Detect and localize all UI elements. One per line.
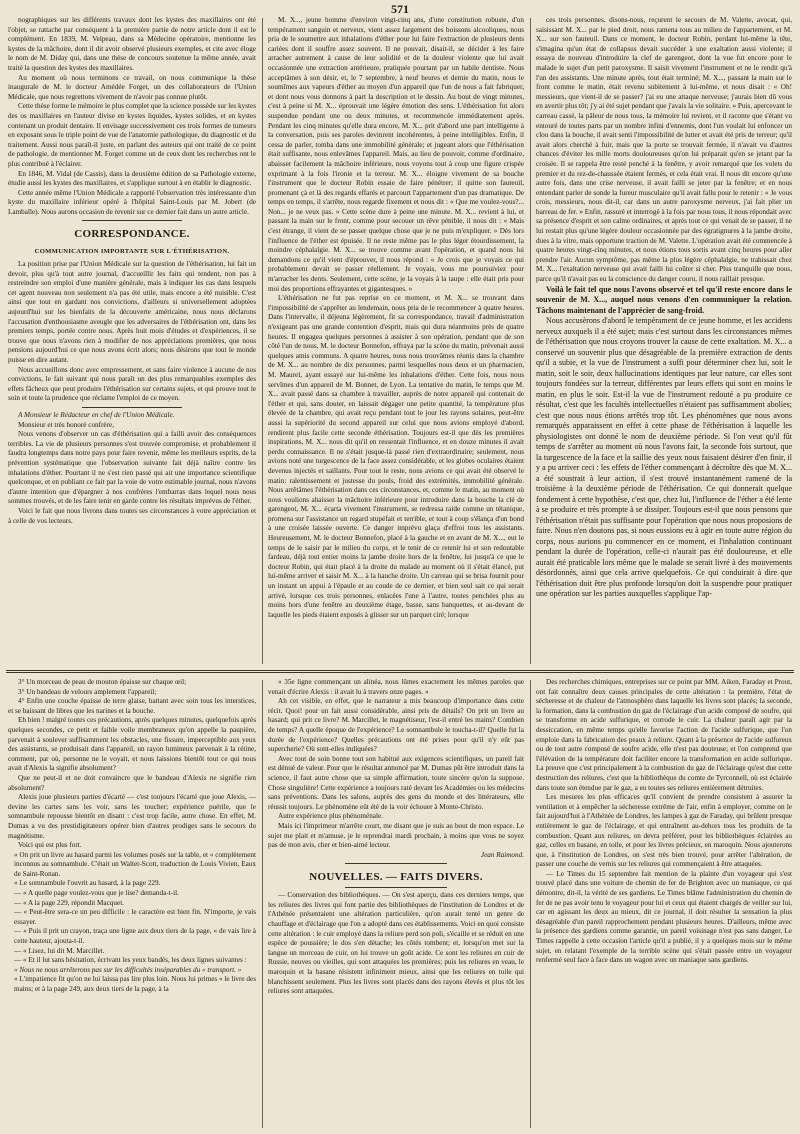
paragraph: M. X..., jeune homme d'environ vingt-cinq ans, d'une constitution robuste, d'un tempérament sanguin et nerveux, vient assez largement des boissons alcooliques, nous pria de le soumettre aux inhalations d'éther pour lui faire l'extraction de plusieurs dents cariées dont il souffre assez souvent. Il ne pouvait, disait-il, se décider à les faire arracher autrement à cause de leur solidité et de la douleur violente que lui avait occasionnée une extraction antérieure, pratiquée pourtant par un habile dentiste. Nous acceptâmes à son désir, et, le 7 septembre, à neuf heures et demie du matin, nous le soumîmes aux vapeurs d'éther au moyen d'un appareil que l'un de nous a fait fabriquer, et dont nous vous donnons à part la description et le dessin. Au bout de vingt minutes, c'est à peine si M. X... éprouvait une légère émotion des sens. L'éthérisation fut alors suspendue pendant une ou deux minutes, et recommencée immédiatement après. Pendant les cinq minutes qu'elle dura encore, M. X... prit d'abord une part intelligente à la conversation, puis ses paroles devinrent incohérentes, à peine intelligibles. Enfin, il cessa de parler, tomba dans une immobilité générale; et jugeant alors que l'éthérisation était suffisante, nous enlevâmes l'appareil. Mais, au lieu de pouvoir, comme d'ordinaire, abaisser facilement la mâchoire inférieure, nous voyons tout à coup une figure crispée exprimant à la fois l'ironie et la terreur. M. X... éloigne vivement de sa bouche l'instrument que le docteur Robin essaie de faire pénétrer; il quitte son fauteuil, promenant çà et là des regards effarés et parcourt l'appartement d'un pas dramatique. De temps en temps, il s'arrête, nous regarde fixement et nous dit : « Que me voulez-vous?... Non... je ne veux pas. » Cette scène dure à peine une minute. M. X... revient à lui, et passant la main sur le front, comme pour secouer un rêve pénible, il nous dit : « Mais c'est étrange, il vient de se passer quelque chose que je ne puis m'expliquer. » Dès lors l'influence de l'éther est épuisée. Il ne reste même pas le plus léger étourdissement, la moindre céphalalgie. M. X... se trouve comme avant l'opération, et quand nous lui demandons ce qu'il vient d'éprouver, il nous répond : « Je crois que je voyais ce qui probablement devait se passer réellement. Je voyais, vous me poursuiviez pour m'arracher les dents. Seulement, cette scène, je la voyais à la taupe : elle était pris pour moi des proportions effrayantes et gigantesques. »: [268, 16, 524, 293]
column-middle: [268, 16, 524, 666]
column-left: [8, 16, 256, 666]
paragraph: L'éthérisation ne fut pas reprise en ce moment, et M. X... se trouvant dans l'impossibilité de s'apprêter au lendemain, nous pria de le recommencer à quatre heures. Dans l'intervalle, il déjeuna légèrement, fit sa correspondance, travail d'administration n'exigeant pas une grande contention d'esprit, mais qui dura néanmoins près de quatre heures. Il engagea quelques personnes à assister à son opération, pendant que de son côté l'un de nous, M. le docteur Bonnefon, effraya par la scène du matin, prévenait aussi quelques amis communs. A quatre heures, nous nous trouvâmes réunis dans la chambre de M. X... au nombre de dix personnes, parmi lesquelles nous deux et un pharmacien, M. Maurel, ayant essayé sur lui-même les inhalations d'éther. Cette fois, nous nous servîmes d'un appareil de M. Bonnet, de Lyon. La tentative du matin, le temps que M. X... avait passé dans sa chambre à travailler, auprès de notre appareil qui contenait de l'éther et qui, sans douter, en laissait dégager une petite quantité, la température plus élevée de la chambre, qui avait reçu pendant tout le jour les rayons solaires, peut-être aussi la supériorité du second appareil sur celui que nous avions employé d'abord, rendirent plus facile cette seconde éthérisation. Toujours est-il que dès les premières inspirations, M. X... nous dit qu'il en ressentait l'influence, et en douze minutes il avait perdu connaissance. Il ne s'était jusque-là passé rien d'extraordinaire; seulement, nous avions noté une turgescence de la face assez considérable, et les globes oculaires étaient devenus injectés et saillants. Pour tout le reste, nous avions ce qui avait été observé le matin: ralentissement et justesse du pouls, froid des extrémités, immobilité générale. Nous arrêtâmes l'éthérisation dans ces circonstances, et, comme le matin, au moment où nous voulions abaisser la mâchoire inférieure pour introduire dans la bouche la clé de garengeot, M. X... écarta vivement l'instrument, se redressa raide comme un tétanique, promena sur l'assistance un regard stupéfait et terrible, et tout à coup s'élança d'un bond à une croisée laissée ouverte. Ce danger imprévu glaça d'effroi tous les assistants. Heureusement, M. le docteur Bonnefon, placé à la gauche et en avant de M. X..., eut le temps de le saisir par le milieu du corps, et le tenir de ce retenir lui et son redoutable fardeau, déjà tout entier moins la jambe droite hors de la fenêtre, lui jusqu'à ce que le docteur Robin, qui était placé à la droite du malade au moment où il s'était élancé, put lui-même arriver et saisir M. X... à la hauche droite. Un carreau qui se brisa fournit pour un instant un appui à l'épaule et au coude de ce dernier, et bien seul sait ce qui serait arrivé, lorsque ces trois personnes, enlacées l'une à l'autre, toutes penchées plus au moins hors d'une fenêtre au deuxième étage, basse, sans banquettes, et au-devant de laquelle les pieds étaient exposés à glisser sur un parquet ciré; lorsque: [268, 294, 524, 619]
paragraph: Ah cet visible, en effet, que le narrateur a mis beaucoup d'importance dans cette récit. Quoi! pour un fait aussi considérable, ainsi pris de détails? On prit un livre au hasard; qui prit ce livre? M. Marcillet, le magnétiseur, l'est-il entré les mains? Combien de temps? A quelle époque de l'expérience? Le somnambule le toucha-t-il? Quelle fut la durée de l'expérience? Quelles précautions ont été prises pour qu'il n'y eût pas supercherie? Où sont-elles indiquées?: [268, 697, 524, 754]
paragraph: Les mesures les plus efficaces qu'il convient de prendre consistent à assurer la ventilation et à empêcher la sécheresse extrême de l'air, enfin à employer, comme on le fait aujourd'hui à l'Athénée de Londres, les lampes à gaz de Faraday, qui brûlent presque entièrement le gaz de l'éclairage, et qui entraînent au-dehors tous les produits de la combustion. Quant aux reliures, on devra préférer, pour les bibliothèques éclairées au gaz, celles en basane, en toile, et pour les livres précieux, en maroquin. Nous ajouterons que, à l'institution de Londres, on s'est très bien trouvé, pour arrêter l'altération, de passer une couche de vernis sur les reliures qui commençaient à être attaquées.: [536, 793, 792, 869]
section-heading: NOUVELLES. — FAITS DIVERS.: [309, 871, 483, 884]
paragraph: En 1846, M. Vidal (de Cassis), dans la deuxième édition de sa Pathologie externe, étudie aussi les kystes des maxillaires, et s'applique surtout à en établir le diagnostic.: [8, 169, 256, 188]
column-right: [536, 16, 792, 666]
paragraph: Nous venons d'observer un cas d'éthérisation qui a failli avoir des conséquences terribles. La vie de plusieurs personnes s'est trouvée compromise, et probablement il faudra longtemps dans notre pays pour faire revenir, même les meilleurs esprits, de la prévention systématique que l'observation suivante fait déjà naître contre les inhalations d'éther. Pourtant il ne s'est rien passé qui ait une importance scientifique quelconque, et en publiant ce fait par la voie de votre estimable journal, nous n'avons d'autre intention que d'épargner à nos confrères l'embarras dans lequel nous nous sommes trouvés, et de les faire tenir en garde contre les résultats imprévus de l'éther.: [8, 430, 256, 506]
divider: [82, 220, 181, 221]
quote-line: — « A la page 229, répondit Macquet.: [14, 898, 124, 907]
quote-line: « Nous ne nous arrêterons pas sur les difficultés inséparables du « transport. »: [14, 965, 242, 974]
quote-line: « Le somnambule l'ouvrit au hasard, à la page 229.: [14, 879, 161, 888]
paragraph: Avec tout de soin bonne tout son habitué aux exigences scientifiques, un pareil fait est dénué de valeur. Pour que le résultat annoncé par M. Dumas pût être introduit dans la science, il faut autre chose que sa simple affirmation, toute sincère qu'on la suppose. Chose singulière! Cette expérience a toujours raté devant les Académies ou les médecins sans préventions. Dans les salons, auprès des gens du monde et des littérateurs, elle réussit toujours. Le phénomène eût été de la voir échouer à Monte-Christo.: [268, 754, 524, 811]
paragraph: Voici le fait que nous livrons dans toutes ses circonstances à votre appréciation et à celle de vos lecteurs.: [8, 506, 256, 525]
quote-line: « L'impatience fit qu'on ne lui laissa pas lire plus loin. Nous lui primes « le livre des mains; et à la page 249, aux deux tiers de la page, à la: [14, 975, 256, 993]
feuilleton-rule: [6, 670, 794, 673]
footer-column-right: [536, 678, 792, 1130]
page-number: 571: [391, 2, 409, 16]
footer-column-left: [8, 678, 256, 1130]
paragraph: Voilà le fait tel que nous l'avons observé et tel qu'il reste encore dans le souvenir de M. X..., auquel nous venons d'en communiquer la relation. Tâchons maintenant de l'apprécier de sang-froid.: [536, 284, 792, 315]
quote-line: — « A quelle page voulez-vous que je lise? demanda-t-il.: [14, 889, 179, 898]
paragraph: ces trois personnes, disons-nous, reçurent le secours de M. Valette, avocat, qui, saisissant M. X... par le pied droit, nous ramena tous au milieu de l'appartement, et M. X... sur son fauteuil. Dans ce moment, le docteur Robin, perdant lui-même la tête, s'imagina qu'un état de collapsus devait succéder à une exaltation aussi violente; il essaya de nouveau d'introduire la clef de garengeot, dont la vue fut encore pour le malade le sujet d'un petit paroxysme. Il saisit vivement l'instrument et ne le rendit qu'à l'un des assistants. Une minute après, tout était terminé; M. X..., passant la main sur le front comme le matin, était revenu subitement à lui-même, et nous disait : « Oh! messieurs, que vient-il de se passer? j'ai eu une attaque nerveuse; j'aurais bien dû vous en avertir plus tôt; j'y ai été sujet pendant que j'avais la vie solitaire. » Puis, apercevant le carreau cassé, la pâleur de nous tous, la mémoire lui revient, et il raconte que s'étant vu entouré de toutes parts par un nombre infini d'ennemis, dont l'un voulait lui enfoncer un clou dans la bouche, il avait senti l'impossibilité de lutter et avait été pris de terreur; qu'il avait alors cherché à fuir, mais que la porte se trouvait fermée, il n'avait vu d'autres chances d'éviter les mille morts douloureuses qu'on lui préparait qu'en se jetant par la croisée. Il se rappela être resté penché à la fenêtre, y avoir remarqué que les volets du premier et du rez-de-chaussée étaient fermés, et cela était vrai. Il nous dit encore qu'une autre fois, dans une crise nerveuse, il avait failli se jeter par la fenêtre; et en nous entendant parler de sonde la fureur musculaire qu'il avait fallu pour le retenir : « Je vous crois, messieurs, nous dit-il, car dans un autre paroxysme nerveux, j'ai fait plier un barreau de fer. » Enfin, rassuré et interrogé à la fois par nous tous, il nous répondait avec sa présence d'esprit et son calme ordinaires, et après tout ce qui venait de se passer, il ne lui restait plus qu'une légère douleur occasionnée par des égratignures à la jambe droite, dues à la vitre, mais opportune traction de M. Valette. L'opération avait été commencée à quatre heures vingt-cinq minutes, et nous étions tous sortis avant cinq heures pour aller prendre l'air. Aucun symptôme, pas même la plus légère céphalalgie, ne trahissait chez M. X... l'exaltation nerveuse qui avait failli lui coûter si cher. Plus tranquille que nous, parce qu'il n'avait pas eu la conscience du danger couru, il nous raillait presque.: [536, 16, 792, 284]
quote-line: — « Puis il prit un crayon, traça une ligne aux deux tiers de la page, « de vais lire à cette hauteur, ajouta-t-il.: [14, 927, 256, 946]
column-separator: [262, 18, 263, 664]
footer-column-middle: [268, 678, 524, 1130]
quote-line: « On prit un livre au hasard parmi les volumes posés sur la table, et « complètement inconnus au somnambule. C'était un Walter-Scott, traduction de Louis Vivien, Eaux de Saint-Ronan.: [14, 850, 256, 878]
divider: [82, 407, 181, 408]
signature: Jean Raimond.: [480, 850, 524, 859]
quote-line: — « Peut-être sera-ce un peu difficile : le caractère est bien fin. N'importe, je vais essayer.: [14, 908, 256, 926]
divider: [345, 887, 447, 888]
quote-line: — « Et il lut sans hésitation, écrivant les yeux bandés, les deux lignes suivantes :: [14, 956, 247, 965]
paragraph: 3° Un morceau de peau de mouton épaisse sur chaque œil;: [18, 678, 187, 686]
paragraph: Nous accusèrons d'abord le tempérament de ce jeune homme, et les accidens nerveux auxquels il a été sujet; mais c'est surtout dans les circonstances mêmes de l'éthérisation que nous croyons trouver la cause de cette exaltation. M. X... a conservé un souvenir plus que désagréable de la première extraction de dents qu'il a subie, et la vue de l'instrument a suffi pour déterminer chez lui, soit le matin, soit le soir, deux hallucinations identiques par leur nature, car elles sont toujours fondées sur la terreur, différentes par leurs effets qui sont en moins le matin, en plus le soir. Est-il la vue de l'instrument redouté a pu produire ce résultat, c'est que les facultés intellectuelles n'étaient pas suffisamment abolies; c'est que nous nous étions arrêtés trop tôt. Les phénomènes que nous avons remarqués apparaissent en effet à cette phase de l'éthérisation à laquelle les physiologistes ont donné le nom de deuxième période. Si l'on veut qu'il fût temps de s'arrêter au moment où nous l'avons fait, la seconde fois surtout, que la turgescence de la face et la saillie des yeux nous faisaient désirer d'en finir, il y a pu arriver ceci : les effets de l'éther commençant à décroître dès que M. X... a été soustrait à leur action, il s'est trouvé instantanément ramené de la troisième à la deuxième période de l'éthérisation. Ce qui donnerait quelque fondement à cette hypothèse, c'est que, chez lui, l'influence de l'éther a été lente à se produire et très prompte à se dissiper. Toujours est-il que nous pensons que l'éthérisation n'était pas suffisante pour l'opération que nous nous proposions de faire. Nous n'en doutons pas, si nous eussions eu à agir en toute autre région du corps, nous aurions pu commencer en ce moment, et l'inhalation continuant pendant la durée de l'opération, celle-ci n'aurait pas été douloureuse, et elle aurait été praticable lors même que le malade se serait livré à des mouvements désordonnés, ainsi que cela arrive quelquefois. Ce qui conduirait à dire que l'éthérisation doit être plus profonde lorsqu'on doit la suspendre pour pratiquer une opération sur les parties auxquelles s'applique l'ap-: [536, 316, 792, 599]
paragraph: 4° Enfin une couche épaisse de terre glaise, battant avec soin tous les interstices, et se baissant de libres que les narines et la bouche.: [8, 697, 256, 715]
paragraph: La position prise par l'Union Médicale sur la question de l'éthérisation, lui fait un devoir, plus qu'à tout autre journal, d'accueillir les faits qui tendent, non pas à restreindre son emploi d'une manière générale, mais à indiquer les cas dans lesquels cet agent nouveau non seulement n'a pas été utile, mais encore a été nuisible. C'est ainsi que tout en gardant nos convictions, d'ailleurs si universellement adoptées aujourd'hui sur les bienfaits de la découverte américaine, nous nous déclarons l'accusation d'enthousiasme aveugle que les adversaires de l'éthérisation ont, dans les premiers temps, portée contre nous. Après huit mois d'études et d'expériences, il se trouve que nous n'avons rien à modifier de nos appréciations premières, que nous pensions aujourd'hui ce que nous avons écrit alors; nous désirons que tout le monde puisse en dire autant.: [8, 260, 256, 364]
quote-line: — « Lisez, lui dit M. Marcillet.: [14, 946, 105, 955]
paragraph: Au moment où nous terminons ce travail, on nous communique la thèse inaugurale de M. le docteur Amédée Forget, un des collaborateurs de l'Union Médicale, que nous regrettons vivement de n'avoir pas connue plutôt.: [8, 73, 256, 101]
paragraph: Des recherches chimiques, entreprises sur ce point par MM. Aiken, Faraday et Prout, ont fait connaître deux causes principales de cette altération : la première, l'état de sécheresse et de chaleur de l'atmosphère dans laquelle les livres sont placés; la seconde, la formation, dans la combustion du gaz de l'éclairage d'un acide composé de soufre, qui se transforme en acide sulfurique, et corrode le cuir. La chaleur paraît agir par la dessiccation, en même temps qu'elle favorise l'action de l'acide sulfurique, que l'on emploie dans la fabrication des peaux à reliure. Quant à la présence de l'acide sulfureux ou de tout autre composé de soufre acide, elle n'est pas douteuse; et l'on comprend que l'élévation de la température doit faciliter encore la transformation en acide sulfurique. La preuve que c'est principalement à la combustion du gaz de l'éclairage qu'est due cette destruction des reliures, c'est que la bibliothèque du comte de Tyrconnell, où est éclairée dans toute son étendue par le gaz, a eu toutes ses reliures entièrement détruites.: [536, 678, 792, 792]
paragraph: Eh bien ! malgré toutes ces précautions, après quelques minutes, quelquefois après quelques secondes, ce petit et faible voile membraneux qu'on appelle la paupière, parvenait à soulever suffisamment les obstacles, une fissure, imperceptible aux yeux des assistants, se produisait dans l'appareil, un rayon lumineux parvenait à la rétine, comment, par où, personne ne le voyait, et nous laissions bientôt tout ce qui nous avait d'Alexis la signifie absolument?: [8, 716, 256, 773]
section-heading: CORRESPONDANCE.: [74, 228, 190, 241]
paragraph: Mais ici l'imprimeur m'arrête court, me disant que je suis au bout de mon espace. Le sujet me plait et m'amuse, je le reprendrai mardi prochain, à moins que vous ne soyez pas de mon avis, cher et bien-aimé lecteur.: [268, 821, 524, 850]
column-separator: [530, 680, 531, 1128]
section-subheading: COMMUNICATION IMPORTANTE SUR L'ÉTHÉRISATION.: [34, 248, 230, 256]
paragraph: Autre expérience plus phénoménale.: [278, 812, 383, 821]
paragraph: Nous accueillons donc avec empressement, et sans faire violence à aucune de nos convictions, le fait suivant qui nous paraît un des plus remarquables exemples des effets fâcheux que peut produire l'éthérisation sur certains sujets, et qui prouve tout le soin et toute la prudence que réclame l'emploi de ce moyen.: [8, 365, 256, 403]
column-separator: [530, 18, 531, 664]
paragraph: — Conservation des bibliothèques. — On s'est aperçu, dans ces derniers temps, que les reliures des livres qui font partie des bibliothèques de l'institution de Londres et de l'Athénée présentaient une altération particulière, qu'on aurait tenté un genre de chauffage et d'éclairage que l'on a adopté dans ces établissements. Voici en quoi consiste cette altération : le cuir employé dans la reliure perd son poli, s'écaille et se réduit en une espèce de poussière; le dos s'en détache; les côtés tombent; et, lorsqu'on met sur la langue un morceau de cuir, on lui trouve un goût acide. Ce sont les reliures en cuir de Russie, neuves ou vieilles, qui sont attaquées les premières; puis les reliures en veau, le maroquin et la basane résistent infiniment mieux, ainsi que les reliures en toile qui blanchissent seulement. Plus les livres sont placés dans des rayons élevés et plus tôt les reliures sont attaquées.: [268, 891, 524, 996]
paragraph: Cette thèse forme le mémoire le plus complet que la science possède sur les kystes des os maxillaires en l'auteur divise en kystes liquides, kystes solides, et en kystes contenant un produit dentaire. Il envisage successivement ces trois formes de tumeurs en exposant sous le triple point de vue de l'anatomie pathologique, du diagnostic et du traitement. Aussi nous paraît-il juste, en parlant des auteurs qui ont traité de ce point de pathologie, de mentionner M. Forget comme un de ceux dont les recherches ont le plus contribué à l'éclairer.: [8, 102, 256, 168]
paragraph: Cette année même l'Union Médicale a rapporté l'observation très intéressante d'un kyste du maxillaire inférieur opéré à l'hôpital Saint-Louis par M. Jobert (de Lamballe). Nous aurons occasion de revenir sur ce dernier fait dans un autre article.: [8, 188, 256, 216]
paragraph: — Le Times du 15 septembre fait mention de la plainte d'un voyageur qui s'est trouvé placé dans une voiture de chemin de fer de Brighton avec un maniaque, ce qui démontre, dit-il, la vérité de ses gardiens. Le Times blâme l'administration du chemin de fer de ne pas avoir tenu le voyageur pour lui et ceux qui étaient chargés de veiller sur lui, car en agissant les deux au mieux, dit ce journal, il doit résulter la sensation la plus désagréable d'un pareil rapprochement pendant plusieurs heures. D'ailleurs, même avec la présence des gardiens comme garantie, un pareil voisinage n'est pas sans danger. Le Times rappelle à cette occasion l'article qu'il a publié, il y a quelques mois sur le même sujet, en relatant l'exemple de la terrible scène qui s'était passée entre un voyageur renfermé seul face à face dans un wagon avec un maniaque sans gardiens.: [536, 869, 792, 965]
letter-salutation: Monsieur et très honoré confrère,: [18, 420, 114, 429]
paragraph: « 35e ligne commençant un alinéa, nous lûmes exactement les mêmes paroles que venait d'écrire Alexis : il avait lu à travers onze pages. »: [268, 678, 524, 696]
paragraph: Alexis joue plusieurs parties d'écarté — c'est toujours l'écarté que joue Alexis, — devine les cartes sans les voir, sans les toucher; expérience puérile, que le somnambule repousse bientôt en disant : c'est trop facile, autre chose. En effet, M. Dumas a vu des prestidigitateurs opérer bien d'autres prodiges sans le secours du magnétisme.: [8, 793, 256, 840]
letter-address: A Monsieur le Rédacteur en chef de l'Union Médicale.: [18, 410, 175, 419]
column-separator: [262, 680, 263, 1128]
paragraph: Voici qui est plus fort.: [18, 841, 82, 850]
divider: [345, 863, 447, 864]
paragraph: 3° Un bandeau de velours amplement l'appareil;: [18, 687, 157, 696]
paragraph: nographiques sur les différents travaux dont les kystes des maxillaires ont été l'objet, se rattache par conséquent à la première partie de notre article dont il est le complément. En 1839, M. Velpeau, dans sa Médecine opératoire, mentionne les kystes de la mâchoire, dont il dit avoir observé plusieurs exemples, et cite avec éloge le nom de M. Diday qui, dans une thèse de concours soutenue la même année, avait traité la question des kystes des maxillaires.: [8, 16, 256, 72]
paragraph: Que ne peut-il et ne doit convaincre que le bandeau d'Alexis ne signifie rien absolument?: [8, 773, 256, 792]
